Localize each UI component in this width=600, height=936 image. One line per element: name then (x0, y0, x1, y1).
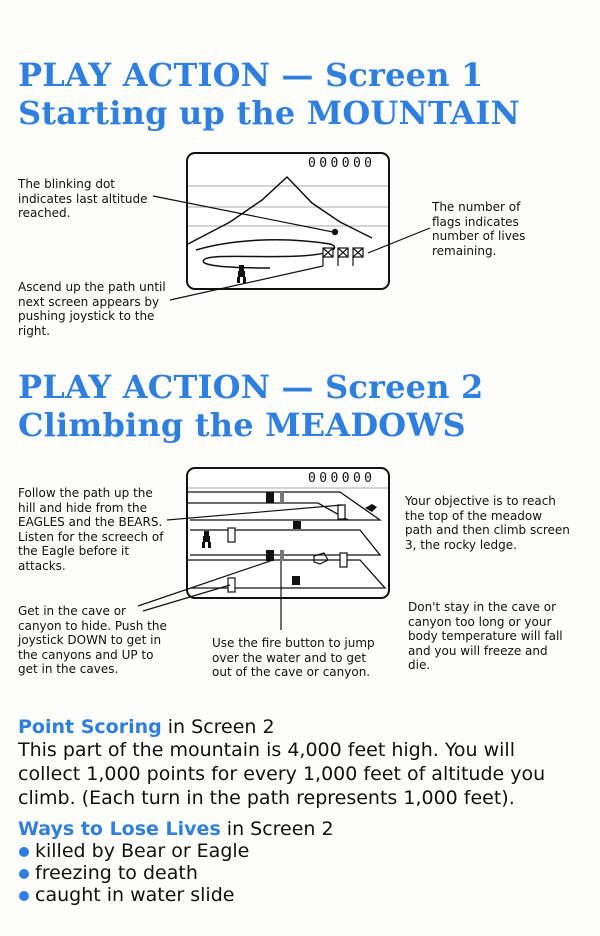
screen2-heading (18, 368, 484, 444)
screen2-heading-line2: Climbing the MEADOWS (18, 406, 466, 444)
scoring-heading (18, 716, 275, 738)
screen1-heading-line2: Starting up the MOUNTAIN (18, 94, 520, 132)
screen1-frame (187, 153, 389, 289)
note-flags: The number of flags indicates number of lives remaining. (432, 200, 526, 258)
note-dont-stay: Don't stay in the cave or canyon too long or your body temperature will fall and you will freeze and die. (408, 600, 563, 672)
screen2-score: 000000 (308, 471, 372, 486)
note-objective: Your objective is to reach the top of the meadow path and then climb screen 3, the rocky ledge. (405, 494, 570, 552)
note-cave-canyon: Get in the cave or canyon to hide. Push the joystick DOWN to get in the canyons and UP to get in the caves. (18, 604, 167, 676)
lives-title: Ways to Lose Lives (18, 818, 221, 840)
screen2-heading-line1: PLAY ACTION — Screen 2 (18, 368, 484, 406)
note-blinking-dot: The blinking dot indicates last altitude reached. (18, 177, 148, 220)
bullet-icon (19, 891, 29, 901)
lives-suffix: in Screen 2 (220, 818, 334, 840)
lives-heading (18, 818, 334, 840)
note-follow-path: Follow the path up the hill and hide from the EAGLES and the BEARS. Listen for the screech of the Eagle before it attacks. (18, 486, 164, 573)
lives-item-text: freezing to death (35, 862, 198, 884)
bullet-icon (19, 847, 29, 857)
screen1-heading-line1: PLAY ACTION — Screen 1 (18, 56, 484, 94)
list-item (18, 862, 249, 884)
note-ascend: Ascend up the path until next screen appears by pushing joystick to the right. (18, 280, 166, 338)
list-item (18, 840, 249, 862)
scoring-title: Point Scoring (18, 716, 162, 738)
lives-item-text: caught in water slide (35, 884, 235, 906)
scoring-suffix: in Screen 2 (161, 716, 275, 738)
lives-item-text: killed by Bear or Eagle (35, 840, 250, 862)
bullet-icon (19, 869, 29, 879)
list-item (18, 884, 249, 906)
scoring-text: This part of the mountain is 4,000 feet high. You will collect 1,000 points for every 1,000 feet of altitude you climb. (Each turn in the path represents 1,000 feet). (18, 739, 546, 809)
note-fire-button: Use the fire button to jump over the water and to get out of the cave or canyon. (212, 636, 375, 679)
lives-list (18, 840, 249, 906)
screen1-score: 000000 (308, 156, 372, 171)
